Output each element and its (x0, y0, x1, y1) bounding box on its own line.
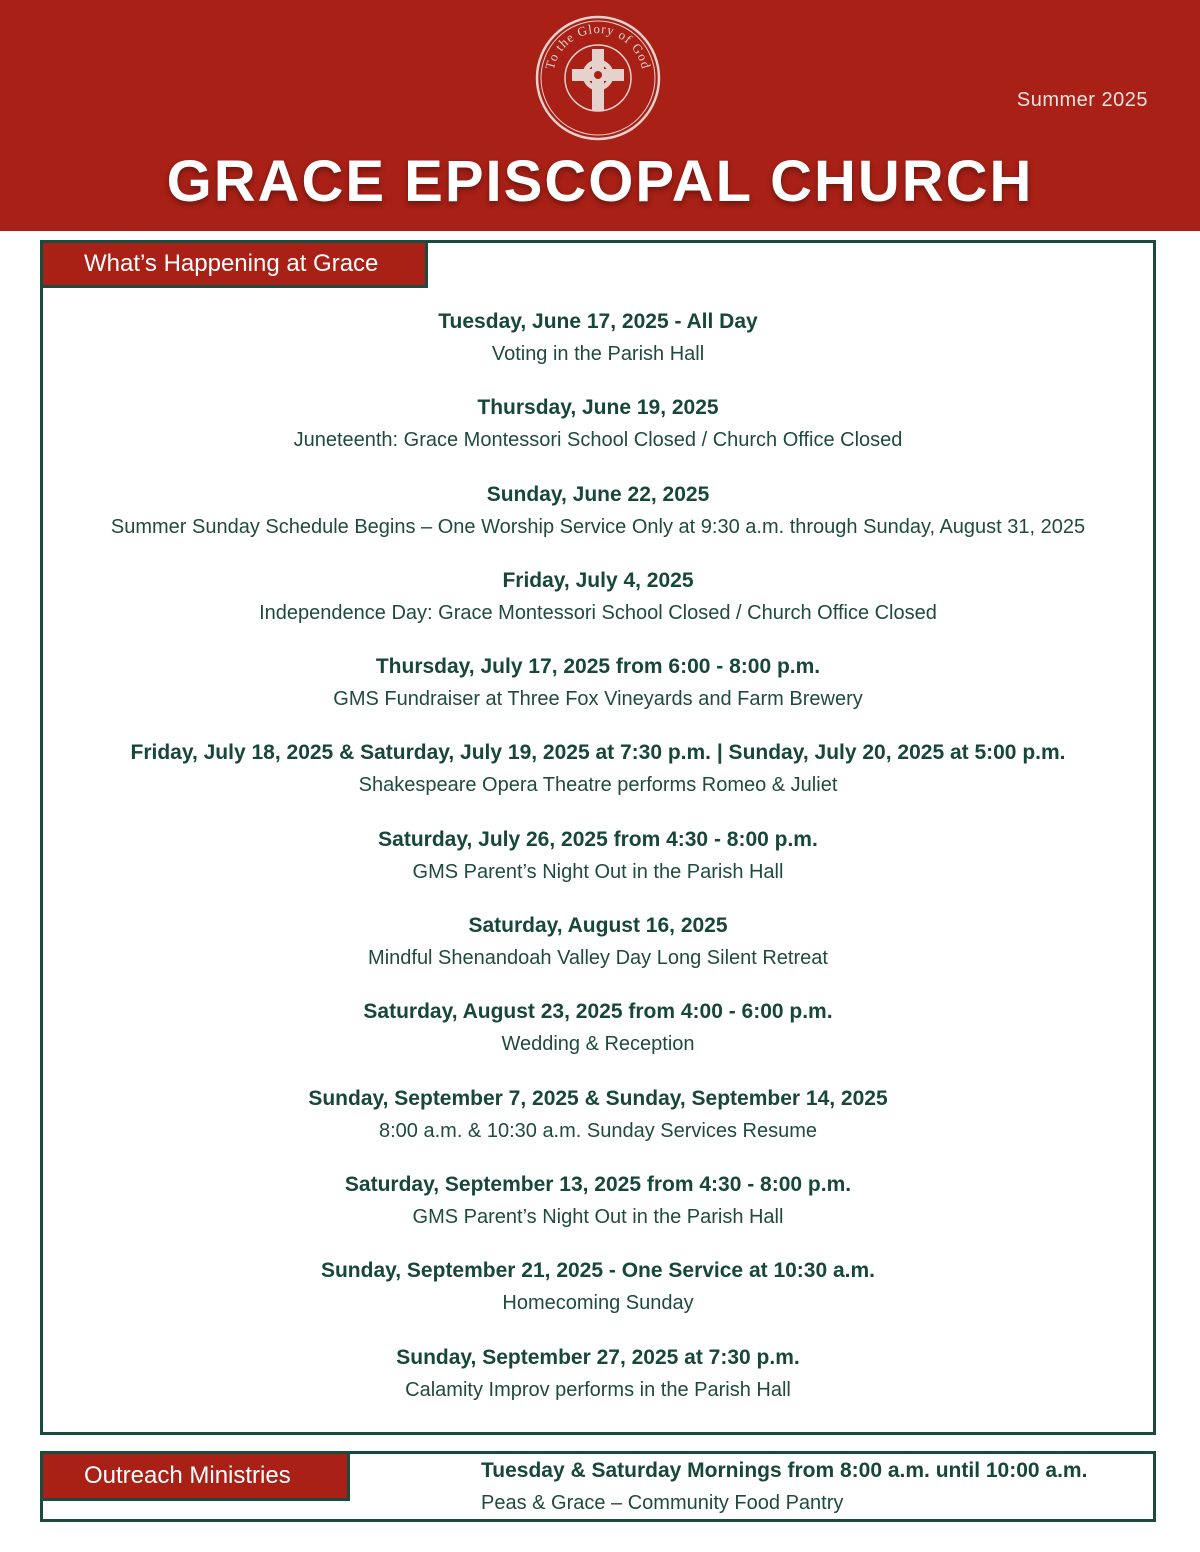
event-date: Thursday, June 19, 2025 (477, 396, 719, 420)
list-item (43, 565, 1153, 651)
event-date: Friday, July 4, 2025 (502, 568, 694, 592)
event-description: Independence Day: Grace Montessori School Closed / Church Office Closed (259, 601, 937, 624)
list-item (43, 910, 1153, 996)
event-description: Calamity Improv performs in the Parish Hall (405, 1378, 791, 1401)
list-item (43, 306, 1153, 392)
event-description: GMS Fundraiser at Three Fox Vineyards and Farm Brewery (333, 688, 863, 711)
event-description: Juneteenth: Grace Montessori School Closed / Church Office Closed (293, 429, 903, 452)
event-description: Homecoming Sunday (502, 1292, 694, 1315)
event-date: Sunday, September 27, 2025 at 7:30 p.m. (396, 1345, 800, 1369)
event-description: Wedding & Reception (501, 1033, 695, 1056)
list-item (43, 1169, 1153, 1255)
outreach-description: Peas & Grace – Community Food Pantry (481, 1492, 844, 1514)
page-header (0, 0, 1200, 231)
event-date: Thursday, July 17, 2025 from 6:00 - 8:00 p.m. (375, 655, 821, 679)
event-date: Tuesday, June 17, 2025 - All Day (438, 310, 758, 333)
church-seal-icon (535, 15, 661, 141)
event-description: Mindful Shenandoah Valley Day Long Silent Retreat (368, 947, 828, 970)
event-description: Summer Sunday Schedule Begins – One Worship Service Only at 9:30 a.m. through Sunday, August 31, 2025 (110, 515, 1086, 538)
list-item (43, 651, 1153, 737)
svg-text:To the Glory of God: To the Glory of God (541, 20, 655, 71)
list-item (43, 996, 1153, 1082)
event-date: Sunday, September 21, 2025 - One Service at 10:30 a.m. (320, 1259, 876, 1283)
event-date: Saturday, August 16, 2025 (468, 914, 728, 938)
event-description: Voting in the Parish Hall (491, 343, 705, 365)
happenings-section (40, 240, 1156, 1435)
outreach-section (40, 1451, 1156, 1522)
list-item (43, 1255, 1153, 1341)
list-item (43, 392, 1153, 478)
outreach-heading: Outreach Ministries (43, 1454, 350, 1501)
event-date: Saturday, July 26, 2025 from 4:30 - 8:00 p.m. (378, 827, 818, 851)
list-item (43, 824, 1153, 910)
event-description: 8:00 a.m. & 10:30 a.m. Sunday Services Resume (379, 1119, 817, 1142)
event-list (43, 306, 1153, 1428)
event-date: Saturday, September 13, 2025 from 4:30 - 8:00 p.m. (344, 1172, 852, 1196)
happenings-heading: What’s Happening at Grace (43, 243, 428, 288)
church-title: GRACE EPISCOPAL CHURCH (166, 149, 1034, 214)
list-item (43, 1342, 1153, 1428)
event-date: Friday, July 18, 2025 & Saturday, July 19, 2025 at 7:30 p.m. | Sunday, July 20, 2025 at 5:00 p.m. (130, 741, 1066, 765)
list-item (43, 1083, 1153, 1169)
event-date: Sunday, June 22, 2025 (486, 482, 710, 506)
outreach-date: Tuesday & Saturday Mornings from 8:00 a.m. until 10:00 a.m. (481, 1459, 1088, 1482)
event-date: Sunday, September 7, 2025 & Sunday, September 14, 2025 (308, 1086, 888, 1110)
event-description: Shakespeare Opera Theatre performs Romeo & Juliet (358, 774, 838, 797)
list-item (43, 737, 1153, 823)
list-item (43, 479, 1153, 565)
event-description: GMS Parent’s Night Out in the Parish Hall (412, 860, 784, 883)
season-label: Summer 2025 (1016, 89, 1148, 111)
event-date: Saturday, August 23, 2025 from 4:00 - 6:00 p.m. (363, 1000, 833, 1024)
event-description: GMS Parent’s Night Out in the Parish Hall (412, 1205, 784, 1228)
